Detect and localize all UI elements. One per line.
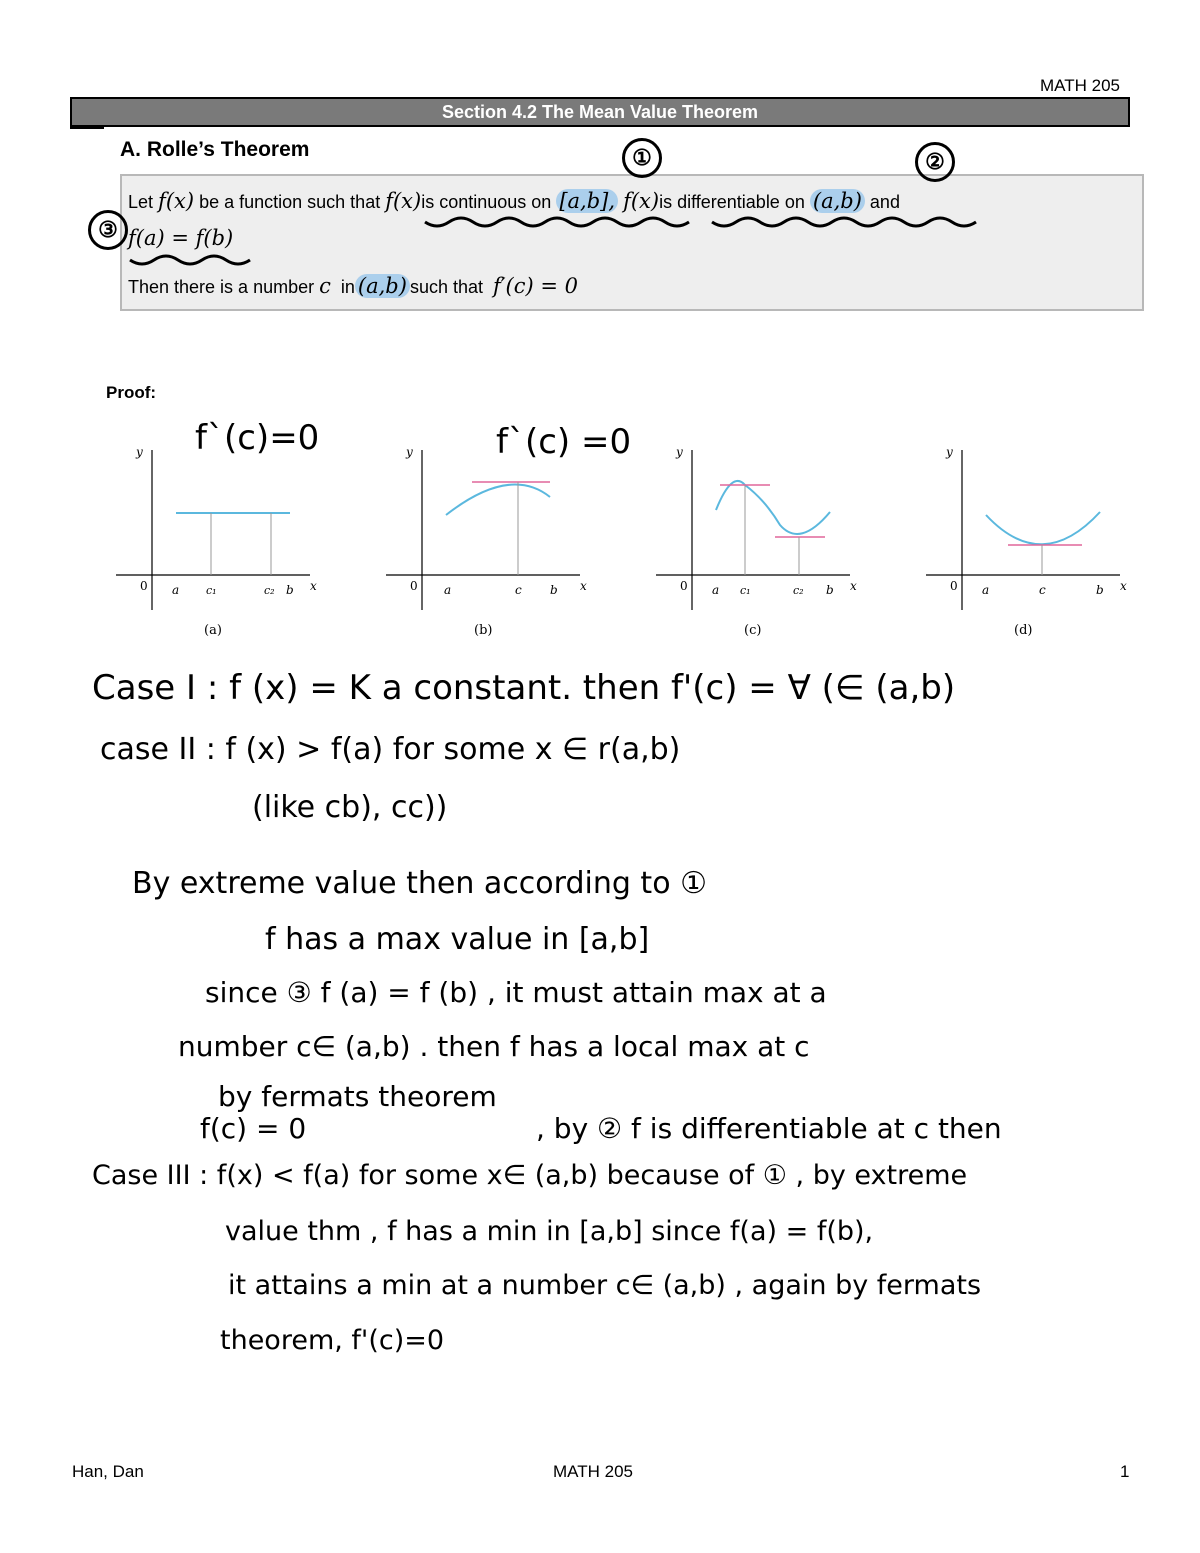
theorem-text: is differentiable on bbox=[659, 192, 805, 212]
hand-line-6: since ③ f (a) = f (b) , it must attain max at a bbox=[205, 976, 827, 1009]
tick-c: c bbox=[1039, 583, 1046, 597]
tick-c1: c₁ bbox=[206, 584, 217, 597]
note-graph-b: f`(c) =0 bbox=[496, 422, 632, 462]
origin-label: 0 bbox=[140, 579, 148, 593]
theorem-and: and bbox=[869, 192, 900, 212]
rolle-graphs bbox=[100, 440, 1150, 650]
theorem-c: c bbox=[319, 274, 331, 298]
theorem-fx: f(x) bbox=[623, 189, 660, 213]
y-label: y bbox=[406, 445, 413, 459]
tick-c2: c₂ bbox=[264, 584, 275, 597]
hand-line-12: value thm , f has a min in [a,b] since f(a) = f(b), bbox=[225, 1216, 874, 1247]
proof-label: Proof: bbox=[106, 383, 157, 402]
y-label: y bbox=[676, 445, 683, 459]
x-label: x bbox=[1120, 579, 1127, 593]
tick-a: a bbox=[982, 583, 990, 597]
tick-c2: c₂ bbox=[793, 584, 804, 597]
theorem-equal-endpoints: f(a) = f(b) bbox=[128, 226, 234, 250]
theorem-text: such that bbox=[409, 277, 483, 297]
underline-endpoints bbox=[130, 256, 250, 264]
hand-line-4: By extreme value then according to ① bbox=[132, 866, 707, 901]
graph-a bbox=[116, 445, 317, 638]
theorem-conclusion: f′(c) = 0 bbox=[493, 274, 579, 298]
hand-line-7: number c∈ (a,b) . then f has a local max at c bbox=[178, 1030, 810, 1063]
origin-label: 0 bbox=[950, 579, 958, 593]
tick-b: b bbox=[826, 583, 834, 597]
theorem-text: Then there is a number bbox=[128, 277, 315, 297]
header-course: MATH 205 bbox=[1040, 76, 1120, 95]
x-label: x bbox=[850, 579, 857, 593]
underline-differentiability bbox=[712, 218, 976, 226]
tick-a: a bbox=[172, 583, 180, 597]
tick-c: c bbox=[515, 583, 522, 597]
closed-interval: [a,b], bbox=[556, 189, 618, 213]
graph-c bbox=[656, 445, 857, 638]
annotation-one: ① bbox=[622, 138, 662, 178]
origin-label: 0 bbox=[680, 579, 688, 593]
origin-label: 0 bbox=[410, 579, 418, 593]
theorem-text: is continuous on bbox=[421, 192, 552, 212]
tick-b: b bbox=[1096, 583, 1104, 597]
caption-c: (c) bbox=[744, 623, 762, 638]
footer-page-number: 1 bbox=[1120, 1462, 1130, 1481]
tick-c1: c₁ bbox=[740, 584, 751, 597]
theorem-in: in bbox=[340, 277, 355, 297]
hand-line-5: f has a max value in [a,b] bbox=[265, 922, 650, 957]
caption-b: (b) bbox=[474, 623, 493, 638]
open-interval: (a,b) bbox=[355, 274, 410, 298]
tick-a: a bbox=[444, 583, 452, 597]
annotation-three: ③ bbox=[88, 210, 128, 250]
wavy-underlines bbox=[0, 0, 1200, 320]
hand-line-9: , by ② f is differentiable at c then bbox=[536, 1112, 1002, 1145]
theorem-heading: A. Rolle’s Theorem bbox=[120, 138, 310, 161]
x-label: x bbox=[580, 579, 587, 593]
hand-line-11: Case III : f(x) < f(a) for some x∈ (a,b) because of ① , by extreme bbox=[92, 1160, 968, 1191]
theorem-fx: f(x) bbox=[158, 189, 195, 213]
footer-course: MATH 205 bbox=[553, 1462, 633, 1481]
hand-line-10: f(c) = 0 bbox=[200, 1112, 307, 1145]
open-interval: (a,b) bbox=[810, 189, 865, 213]
tick-a: a bbox=[712, 583, 720, 597]
tick-b: b bbox=[286, 583, 294, 597]
graph-d bbox=[926, 445, 1127, 638]
hand-line-3: (like cb), cc)) bbox=[252, 790, 448, 825]
caption-a: (a) bbox=[204, 623, 222, 638]
graph-b bbox=[386, 445, 587, 638]
y-label: y bbox=[946, 445, 953, 459]
theorem-text: be a function such that bbox=[199, 192, 381, 212]
max-curve bbox=[446, 485, 550, 515]
tick-b: b bbox=[550, 583, 558, 597]
caption-d: (d) bbox=[1014, 623, 1033, 638]
underline-continuity bbox=[425, 218, 689, 226]
hand-line-13: it attains a min at a number c∈ (a,b) , again by fermats bbox=[228, 1270, 982, 1301]
annotation-two: ② bbox=[915, 142, 955, 182]
theorem-let: Let bbox=[128, 192, 154, 212]
section-title: Section 4.2 The Mean Value Theorem bbox=[441, 102, 759, 122]
footer-author: Han, Dan bbox=[72, 1462, 144, 1481]
hand-line-2: case II : f (x) > f(a) for some x ∈ r(a,b) bbox=[100, 732, 681, 767]
x-label: x bbox=[310, 579, 317, 593]
hand-line-1: Case I : f (x) = K a constant. then f'(c) = ∀ (∈ (a,b) bbox=[92, 668, 956, 708]
min-curve bbox=[986, 512, 1100, 544]
hand-line-8: by fermats theorem bbox=[218, 1080, 497, 1113]
wave-curve bbox=[716, 481, 830, 534]
hand-line-14: theorem, f'(c)=0 bbox=[220, 1325, 445, 1356]
theorem-fx: f(x) bbox=[385, 189, 422, 213]
note-graph-a: f`(c)=0 bbox=[195, 418, 320, 458]
y-label: y bbox=[136, 445, 143, 459]
